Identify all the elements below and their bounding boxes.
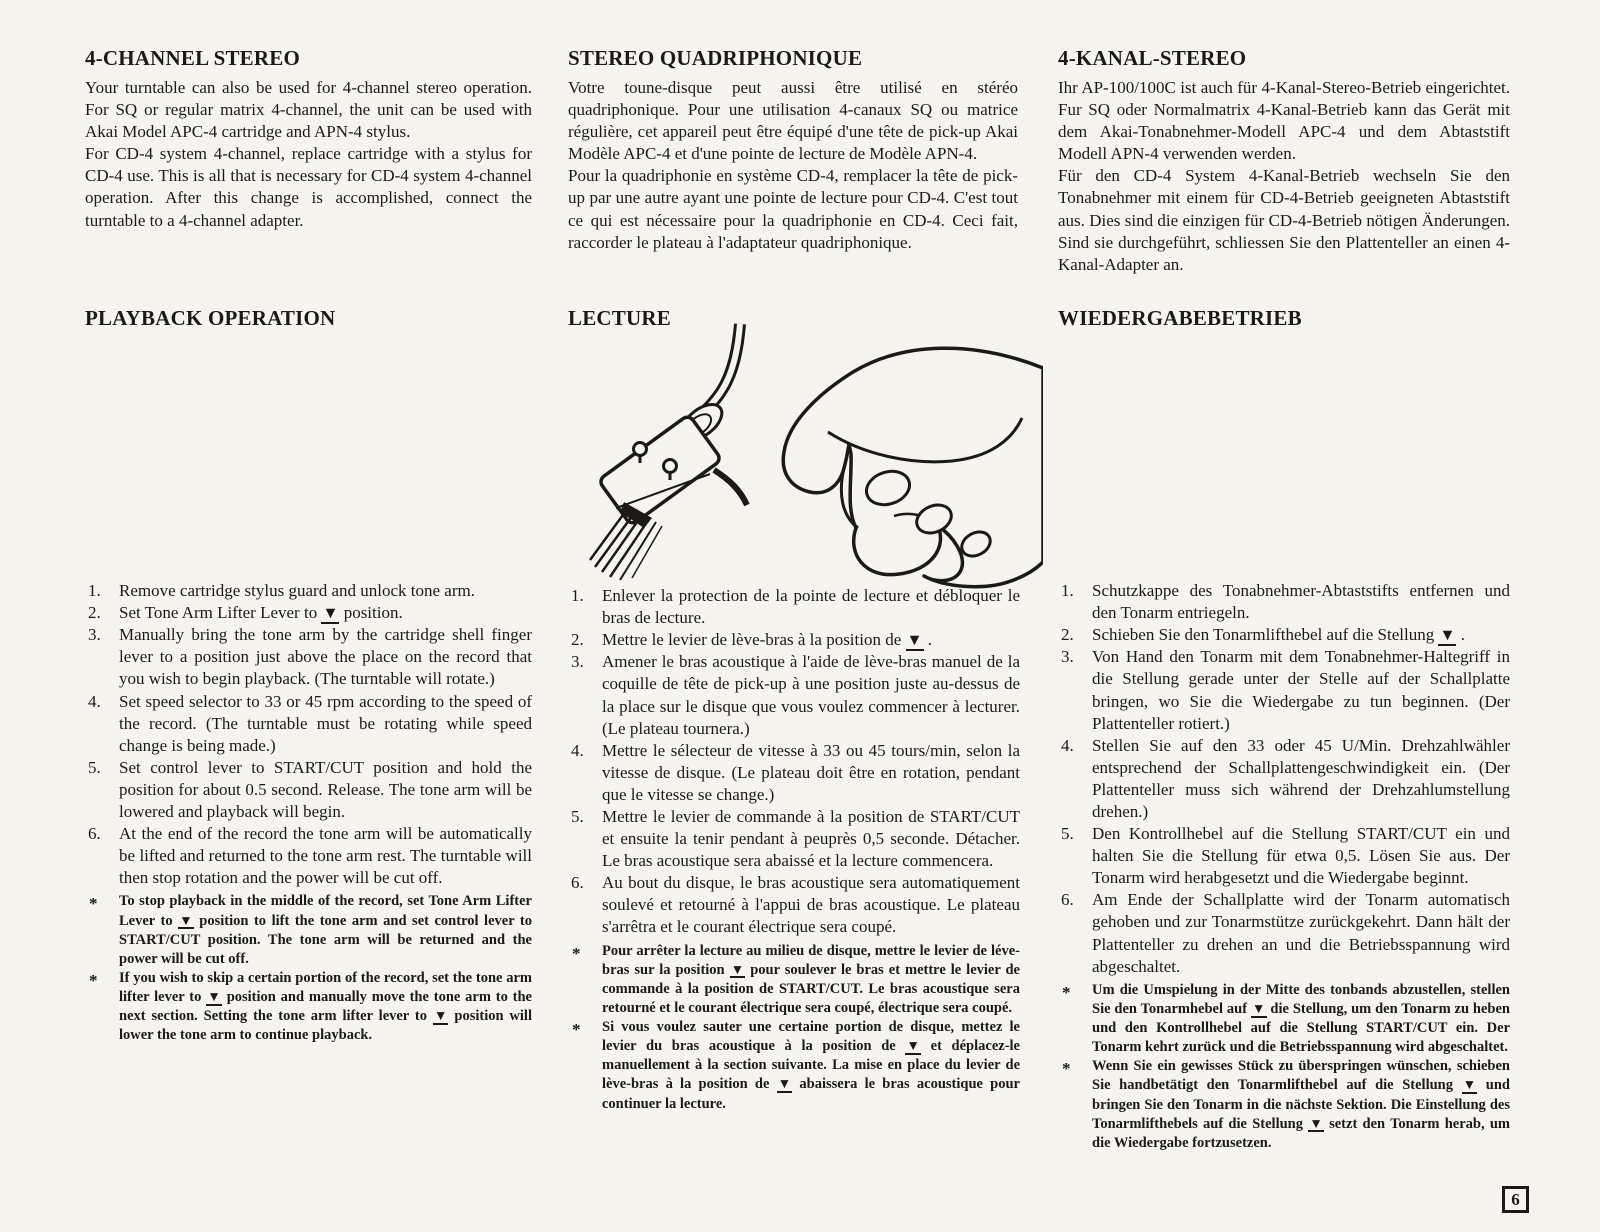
heading-4channel-fr: STEREO QUADRIPHONIQUE — [568, 46, 863, 70]
heading-playback-de: WIEDERGABEBETRIEB — [1058, 306, 1302, 330]
hand-tonearm-illustration — [588, 322, 1043, 594]
note-item: * Si vous voulez sauter une certaine portion de disque, mettez le levier du bras acoustique à la position de ▼ et déplacez-le manuellement à la section suivante. La mise en place du levier de lève-bras à la position de ▼ abaissera le bras acoustique pour continuer la lecture. — [568, 1018, 1020, 1114]
step-item: Manually bring the tone arm by the cartridge shell finger lever to a position just above the place on the record that you wish to begin playback. (The turntable will rotate.) — [119, 625, 532, 689]
step-item: Schutzkappe des Tonabnehmer-Abtaststifts entfernen und den Tonarm entriegeln. — [1092, 581, 1510, 623]
step-item: Mettre le levier de commande à la position de START/CUT et ensuite la tenir pendant à peuprès 0,5 seconde. Détacher. Le bras acoustique sera abaissé et la lecture commencera. — [602, 807, 1020, 871]
lift-lever-symbol: ▼ — [1438, 628, 1456, 646]
step-item: Stellen Sie auf den 33 oder 45 U/Min. Drehzahlwähler entsprechend der Schallplattengeschwindigkeit ein. (Der Plattenteller muss sich während der Drehzahlumstellung drehen.) — [1092, 735, 1510, 821]
section-4channel-french — [568, 46, 1018, 254]
note-item: * Pour arrêter la lecture au milieu de disque, mettre le levier de léve-bras sur la position ▼ pour soulever le bras et mettre le levier de commande à la position de START/CUT. Le bras acoustique sera retourné et le courant électrique sera coupé, électrique sera coupé. — [568, 942, 1020, 1019]
step-item: Au bout du disque, le bras acoustique sera automatiquement soulevé et retourné à l'appui de bras acoustique. Le plateau s'arrêtra et le courant électrique sera coupé. — [602, 873, 1020, 937]
note-item: * Um die Umspielung in der Mitte des tonbands abzustellen, stellen Sie den Tonarmhebel auf ▼ die Stellung, um den Tonarm zu heben und den Kontrollhebel auf die Stellung START/CUT ein. Der Tonarm kehrt zurück und die Betriebsspannung wird abgeschaltet. — [1058, 981, 1510, 1058]
paragraph-4channel-de-2: Für den CD-4 System 4-Kanal-Betrieb wechseln Sie den Tonabnehmer mit einem für CD-4-Betrieb geeigneten Abtaststift aus. Dies sind die einzigen für CD-4-Betrieb nötigen Änderungen. Sind sie durchgeführt, schliessen Sie den Plattenteller an einen 4-Kanal-Adapter an. — [1058, 166, 1510, 274]
paragraph-4channel-fr-2: Pour la quadriphonie en système CD-4, remplacer la tête de pick-up par une autre ayant une pointe de lecture pour CD-4. C'est tout ce qui est nécessaire pour la quadriphonie en CD-4. Ceci fait, raccorder le plateau à l'adaptateur quadriphonique. — [568, 166, 1018, 252]
step-item: Mettre le levier de lève-bras à la position de ▼ . — [568, 629, 1020, 651]
lift-lever-symbol: ▼ — [179, 912, 193, 928]
section-4channel-english — [85, 46, 532, 232]
step-item: Schieben Sie den Tonarmlifthebel auf die Stellung ▼ . — [1058, 624, 1510, 646]
section-4channel-german — [1058, 46, 1510, 276]
step-item: Enlever la protection de la pointe de lecture et débloquer le bras de lecture. — [602, 586, 1020, 628]
note-item: * Wenn Sie ein gewisses Stück zu überspringen wünschen, schieben Sie handbetätigt den Tonarmlifthebel auf die Stellung ▼ und bringen Sie den Tonarm in die nächste Sektion. Die Einstellung des Tonarmlifthebels auf die Stellung ▼ setzt den Tonarm herab, um die Wiedergabe fortzusetzen. — [1058, 1057, 1510, 1153]
lift-lever-symbol: ▼ — [1251, 1000, 1266, 1016]
heading-playback-en: PLAYBACK OPERATION — [85, 306, 336, 330]
paragraph-4channel-en-2: For CD-4 system 4-channel, replace cartridge with a stylus for CD-4 use. This is all that is necessary for CD-4 system 4-channel operation. After this change is accomplished, connect the turntable to a 4-channel adapter. — [85, 144, 532, 230]
playback-steps-english — [85, 580, 532, 1045]
step-item: At the end of the record the tone arm will be automatically be lifted and returned to the tone arm rest. The turntable will then stop rotation and the power will be cut off. — [119, 824, 532, 888]
step-item: Von Hand den Tonarm mit dem Tonabnehmer-Haltegriff in die Stellung gerade unter der Stelle auf der Schallplatte bringen, wo Sie die Wiedergabe zu tun beginnen. (Der Plattenteller rotiert.) — [1092, 647, 1510, 733]
note-item: * If you wish to skip a certain portion of the record, set the tone arm lifter lever to ▼ position and manually move the tone arm to the next section. Setting the tone arm lifter lever to ▼ position will lower the tone arm to continue playback. — [85, 969, 532, 1046]
step-item: Set Tone Arm Lifter Lever to ▼ position. — [85, 602, 532, 624]
paragraph-4channel-de-1: Ihr AP-100/100C ist auch für 4-Kanal-Stereo-Betrieb eingerichtet. Fur SQ oder Normalmatrix 4-Kanal-Betrieb kann das Gerät mit dem Akai-Tonabnehmer-Modell APC-4 und dem Abtaststift Modell APN-4 verwenden werden. — [1058, 78, 1510, 164]
lift-lever-symbol: ▼ — [777, 1076, 792, 1092]
lift-lever-symbol: ▼ — [433, 1008, 448, 1024]
step-item: Remove cartridge stylus guard and unlock tone arm. — [119, 581, 475, 600]
paragraph-4channel-en-1: Your turntable can also be used for 4-channel stereo operation. For SQ or regular matrix 4-channel, the unit can be used with Akai Model APC-4 cartridge and APN-4 stylus. — [85, 78, 532, 142]
step-item: Den Kontrollhebel auf die Stellung START/CUT ein und halten Sie die Stellung für etwa 0,5. Lösen Sie aus. Der Tonarm wird herabgesetzt und die Wiedergabe beginnt. — [1092, 824, 1510, 888]
heading-4channel-de: 4-KANAL-STEREO — [1058, 46, 1247, 70]
heading-playback-fr: LECTURE — [568, 306, 671, 330]
lift-lever-symbol: ▼ — [730, 961, 745, 977]
lift-lever-symbol: ▼ — [906, 633, 924, 651]
lift-lever-symbol: ▼ — [321, 606, 339, 624]
note-item: * To stop playback in the middle of the record, set Tone Arm Lifter Lever to ▼ position to lift the tone arm and set control lever to START/CUT position. The tone arm will be returned and the power will be cut off. — [85, 892, 532, 969]
step-item: Mettre le sélecteur de vitesse à 33 ou 45 tours/min, selon la vitesse de disque. (Le plateau doit être en rotation, pendant que le vitesse se change.) — [602, 740, 1020, 804]
paragraph-4channel-fr-1: Votre toune-disque peut aussi être utilisé en stéréo quadriphonique. Pour une utilisation 4-canaux SQ ou matrice régulière, cet appareil peut être équipé d'une tête de pick-up Akai Modèle APC-4 et d'une pointe de lecture de Modèle APN-4. — [568, 78, 1018, 164]
step-item: Set control lever to START/CUT position and hold the position for about 0.5 second. Release. The tone arm will be lowered and playback will begin. — [119, 757, 532, 821]
lift-lever-symbol: ▼ — [207, 989, 221, 1004]
step-item: Amener le bras acoustique à l'aide de lève-bras manuel de la coquille de tête de pick-up à une position juste au-dessus de la place sur le disque que vous voulez commencer à lecturer. (Le plateau tournera.) — [602, 652, 1020, 738]
heading-4channel-en: 4-CHANNEL STEREO — [85, 46, 300, 70]
step-item: Am Ende der Schallplatte wird der Tonarm automatisch gehoben und zur Tonarmstütze zurückgekehrt. Dann hält der Plattenteller zu drehen an und die Betriebsspannung wird abgeschaltet. — [1092, 890, 1510, 976]
lift-lever-symbol: ▼ — [1462, 1077, 1477, 1093]
lift-lever-symbol: ▼ — [1309, 1115, 1323, 1131]
playback-steps-german — [1058, 580, 1510, 1153]
step-item: Set speed selector to 33 or 45 rpm according to the speed of the record. (The turntable must be rotating while speed change is being made.) — [119, 691, 532, 755]
playback-steps-french — [568, 585, 1020, 1114]
lift-lever-symbol: ▼ — [906, 1038, 920, 1054]
page-number: 6 — [1502, 1186, 1529, 1213]
hand-tonearm-drawing — [588, 322, 1043, 594]
